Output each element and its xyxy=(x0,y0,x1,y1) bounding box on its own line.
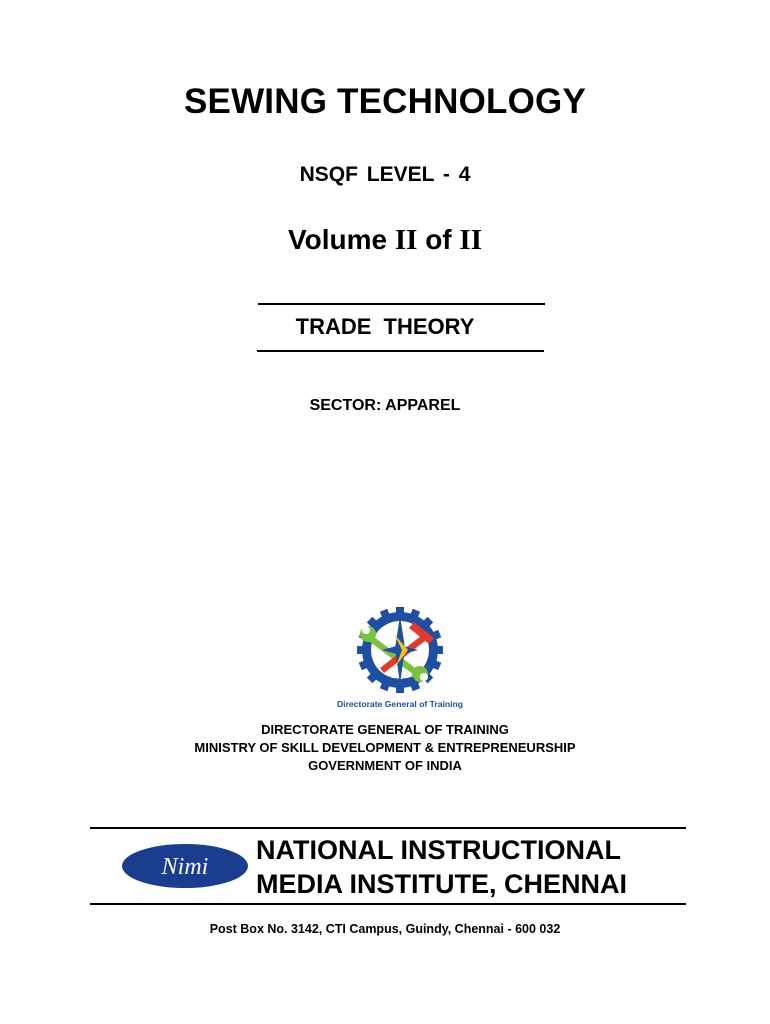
nimi-institute-name xyxy=(256,833,676,901)
nsqf-level: NSQF LEVEL - 4 xyxy=(299,163,471,186)
dgt-line-directorate: DIRECTORATE GENERAL OF TRAINING xyxy=(261,722,509,737)
divider-top xyxy=(258,303,545,305)
nimi-name-line1: NATIONAL INSTRUCTIONAL xyxy=(256,835,621,865)
dgt-line-ministry: MINISTRY OF SKILL DEVELOPMENT & ENTREPRENEURSHIP xyxy=(194,740,576,755)
subtitle-trade-theory: TRADE THEORY xyxy=(295,314,475,339)
nimi-logo xyxy=(121,843,249,889)
nimi-logo-text: Nimi xyxy=(161,854,209,880)
postal-address: Post Box No. 3142, CTI Campus, Guindy, Chennai - 600 032 xyxy=(209,922,561,936)
dgt-logo xyxy=(336,608,464,710)
dgt-logo-caption: Directorate General of Training xyxy=(336,699,464,709)
dgt-block xyxy=(0,721,770,775)
nimi-name-line2: MEDIA INSTITUTE, CHENNAI xyxy=(256,869,627,899)
dgt-logo-hindi-text: कौशल भारत xyxy=(384,676,416,684)
divider-bottom xyxy=(257,350,544,352)
volume-number: II xyxy=(394,224,418,256)
nimi-divider-bottom xyxy=(90,903,686,905)
document-title: SEWING TECHNOLOGY xyxy=(183,82,587,121)
volume-prefix: Volume xyxy=(288,224,395,255)
volume-label xyxy=(0,224,770,257)
volume-total: II xyxy=(459,224,482,256)
sector-label: SECTOR: APPAREL xyxy=(309,397,461,414)
volume-of: of xyxy=(417,224,460,255)
dgt-line-government: GOVERNMENT OF INDIA xyxy=(308,758,462,773)
nimi-divider-top xyxy=(90,827,686,829)
